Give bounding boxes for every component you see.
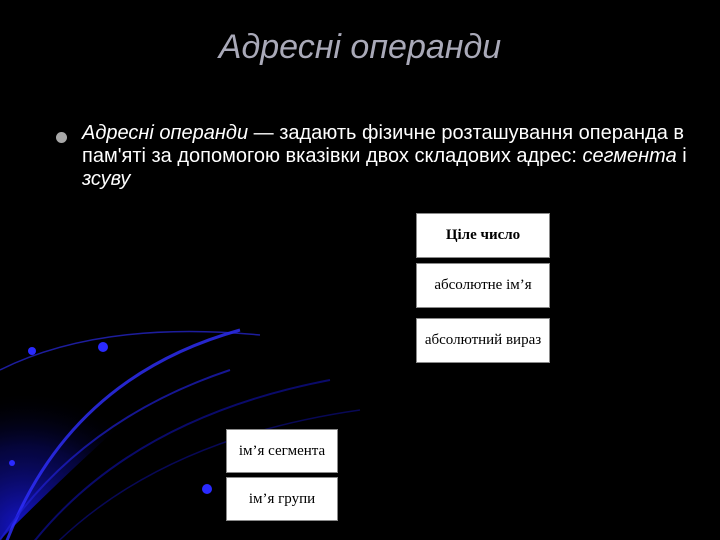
arc-node-dot bbox=[202, 484, 212, 494]
bullet-conjunction: і bbox=[676, 145, 687, 167]
bullet-main-text: — задають фізичне розташування операнда в пам'яті за допомогою вказівки двох складових адрес: bbox=[82, 122, 685, 167]
box-segment-name: ім’я сегмента bbox=[226, 429, 338, 473]
box-integer: Ціле число bbox=[416, 213, 550, 258]
box-absolute-expression: абсолютний вираз bbox=[416, 318, 550, 363]
box-absolute-name: абсолютне ім’я bbox=[416, 263, 550, 308]
bullet-term: Адресні операнди bbox=[82, 122, 249, 144]
arc-node-dot bbox=[98, 342, 108, 352]
arc-node-dot bbox=[28, 347, 36, 355]
arc-node-dot bbox=[9, 460, 15, 466]
box-group-name: ім’я групи bbox=[226, 477, 338, 521]
bullet-dot-icon bbox=[56, 132, 67, 143]
slide-title: Адресні операнди bbox=[218, 28, 502, 66]
bullet-text bbox=[82, 122, 692, 191]
bullet-segment-word: сегмента bbox=[582, 145, 677, 167]
bullet-offset-word: зсуву bbox=[82, 168, 131, 190]
